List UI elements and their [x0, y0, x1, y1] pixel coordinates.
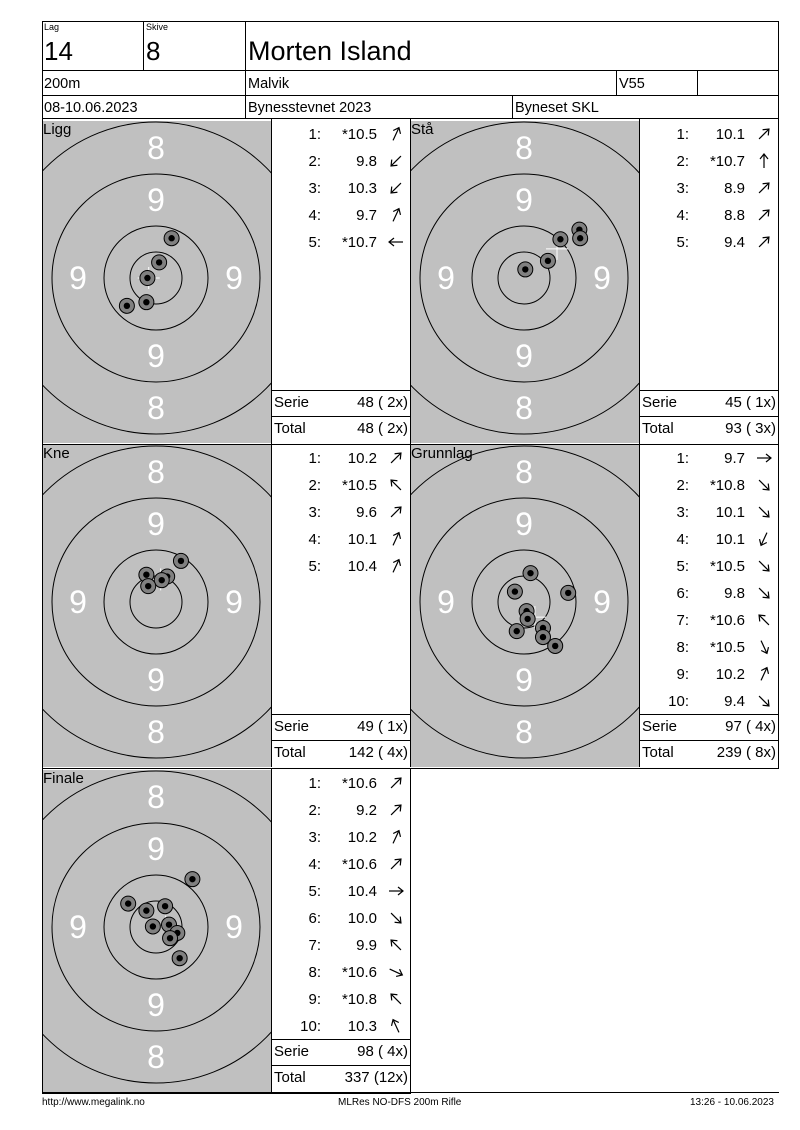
shot-score: 10.1 [715, 504, 745, 521]
shot-score: 10.1 [715, 531, 745, 548]
ring-number: 8 [147, 390, 165, 426]
shot-hit [158, 899, 173, 914]
ring-number: 9 [69, 260, 87, 296]
ring-number: 8 [515, 130, 533, 166]
shot-number: 3: [308, 180, 321, 197]
shot-direction-arrow-icon [755, 530, 773, 548]
shot-direction-arrow-icon [387, 476, 405, 494]
skive-label: Skive [146, 22, 169, 32]
shot-score: *10.6 [709, 612, 745, 629]
row-divider [42, 1093, 411, 1094]
shot-row [641, 607, 779, 634]
shot-direction-arrow-icon [387, 557, 405, 575]
target-grunnlag [411, 445, 639, 767]
shot-row [273, 202, 411, 229]
shot-row [273, 797, 411, 824]
shot-hit [140, 271, 155, 286]
shot-number: 10: [668, 693, 689, 710]
ring-number: 9 [515, 338, 533, 374]
total-row [273, 416, 408, 442]
target-face [43, 770, 271, 1092]
shot-row [641, 148, 779, 175]
ring-number: 8 [147, 779, 165, 815]
shot-hit [507, 584, 522, 599]
lag-value: 14 [44, 36, 73, 66]
shot-number: 2: [308, 802, 321, 819]
shot-hit [185, 872, 200, 887]
shot-row [641, 499, 779, 526]
target-face [43, 445, 271, 767]
shot-direction-arrow-icon [755, 665, 773, 683]
shot-score: *10.5 [341, 477, 377, 494]
serie-value: 49 ( 1x) [357, 718, 408, 735]
shot-row [641, 445, 779, 472]
shot-hit [518, 262, 533, 277]
shooter-name: Morten Island [248, 36, 412, 66]
ring-number: 9 [593, 584, 611, 620]
ring-number: 8 [147, 1039, 165, 1075]
ring-number: 9 [147, 662, 165, 698]
serie-label: Serie [274, 1043, 310, 1060]
shot-hit [139, 295, 154, 310]
shot-number: 3: [676, 504, 689, 521]
shot-number: 1: [676, 450, 689, 467]
shot-hit [154, 573, 169, 588]
event-name: Bynesstevnet 2023 [248, 100, 372, 116]
class: V55 [619, 76, 645, 92]
shot-number: 2: [676, 477, 689, 494]
shot-row [641, 202, 779, 229]
serie-value: 45 ( 1x) [725, 394, 776, 411]
shot-number: 3: [676, 180, 689, 197]
shot-score: 9.8 [356, 153, 377, 170]
shot-number: 9: [676, 666, 689, 683]
serie-row [273, 390, 408, 416]
shot-number: 9: [308, 991, 321, 1008]
ring-number: 9 [437, 584, 455, 620]
footer-software: MLRes NO-DFS 200m Rifle [338, 1097, 462, 1108]
shot-row [273, 1013, 411, 1040]
target-ring [104, 550, 208, 654]
shot-row [273, 175, 411, 202]
ring-number: 9 [437, 260, 455, 296]
target-kne [43, 445, 271, 767]
shot-row [273, 121, 411, 148]
footer-url[interactable]: http://www.megalink.no [42, 1097, 145, 1108]
shot-hit [173, 553, 188, 568]
shot-number: 4: [308, 531, 321, 548]
shot-score: 10.1 [347, 531, 377, 548]
serie-label: Serie [274, 718, 310, 735]
total-row [273, 740, 408, 766]
shot-number: 8: [308, 964, 321, 981]
shot-row [273, 986, 411, 1013]
total-value: 337 (12x) [344, 1069, 408, 1086]
shot-number: 8: [676, 639, 689, 656]
shot-direction-arrow-icon [387, 801, 405, 819]
shot-score: 9.4 [724, 693, 745, 710]
serie-value: 48 ( 2x) [357, 394, 408, 411]
shot-score: 10.3 [347, 180, 377, 197]
shot-number: 5: [676, 234, 689, 251]
total-value: 93 ( 3x) [725, 420, 776, 437]
target-ring [472, 550, 576, 654]
shot-hit [119, 298, 134, 313]
ring-number: 9 [147, 987, 165, 1023]
shot-direction-arrow-icon [755, 503, 773, 521]
shot-hit [553, 232, 568, 247]
shot-direction-arrow-icon [387, 449, 405, 467]
shot-direction-arrow-icon [755, 584, 773, 602]
shot-row [641, 688, 779, 715]
shot-number: 5: [308, 558, 321, 575]
serie-value: 97 ( 4x) [725, 718, 776, 735]
shot-direction-arrow-icon [755, 476, 773, 494]
ring-number: 9 [593, 260, 611, 296]
shot-direction-arrow-icon [387, 828, 405, 846]
shot-number: 5: [308, 234, 321, 251]
shot-row [641, 175, 779, 202]
shot-direction-arrow-icon [755, 125, 773, 143]
target-face [411, 121, 639, 443]
shot-row [273, 148, 411, 175]
shot-score: 9.6 [356, 504, 377, 521]
shot-score: *10.6 [341, 964, 377, 981]
total-label: Total [274, 744, 306, 761]
organizer: Byneset SKL [515, 100, 599, 116]
score-box-sta [641, 121, 779, 443]
shot-number: 4: [676, 207, 689, 224]
shot-hit [152, 255, 167, 270]
total-label: Total [274, 1069, 306, 1086]
shot-number: 6: [308, 910, 321, 927]
shot-hit [145, 919, 160, 934]
shot-score: *10.5 [709, 639, 745, 656]
shot-number: 5: [676, 558, 689, 575]
serie-row [273, 1039, 408, 1065]
skive-value: 8 [146, 36, 161, 66]
shot-direction-arrow-icon [755, 557, 773, 575]
shot-hit [561, 585, 576, 600]
serie-label: Serie [642, 394, 678, 411]
total-row [273, 1065, 408, 1091]
score-box-ligg [273, 121, 411, 443]
shot-number: 4: [308, 856, 321, 873]
shot-direction-arrow-icon [755, 638, 773, 656]
score-box-kne [273, 445, 411, 767]
total-value: 142 ( 4x) [348, 744, 408, 761]
shot-direction-arrow-icon [755, 152, 773, 170]
target-ligg [43, 121, 271, 443]
shot-direction-arrow-icon [755, 179, 773, 197]
shot-row [273, 959, 411, 986]
shot-score: 10.1 [715, 126, 745, 143]
shot-direction-arrow-icon [387, 990, 405, 1008]
shot-hit [139, 903, 154, 918]
shot-number: 3: [308, 829, 321, 846]
serie-label: Serie [274, 394, 310, 411]
serie-value: 98 ( 4x) [357, 1043, 408, 1060]
shot-row [273, 851, 411, 878]
ring-number: 8 [515, 714, 533, 750]
total-label: Total [642, 744, 674, 761]
shot-row [273, 499, 411, 526]
shot-row [641, 472, 779, 499]
shot-score: 8.8 [724, 207, 745, 224]
shot-direction-arrow-icon [387, 909, 405, 927]
shot-number: 2: [308, 477, 321, 494]
shot-row [641, 526, 779, 553]
shot-hit [520, 611, 535, 626]
score-box-grunnlag [641, 445, 779, 767]
ring-number: 9 [515, 506, 533, 542]
ring-number: 9 [515, 662, 533, 698]
shot-number: 7: [676, 612, 689, 629]
ring-number: 9 [147, 182, 165, 218]
serie-row [273, 714, 408, 740]
target-finale [43, 770, 271, 1092]
shot-number: 1: [308, 450, 321, 467]
shot-score: 9.2 [356, 802, 377, 819]
shot-score: *10.7 [709, 153, 745, 170]
shot-hit [164, 231, 179, 246]
shot-direction-arrow-icon [755, 692, 773, 710]
ring-number: 9 [147, 338, 165, 374]
shot-number: 2: [676, 153, 689, 170]
shot-number: 4: [676, 531, 689, 548]
shot-row [273, 905, 411, 932]
stage-title: Finale [43, 770, 84, 787]
shot-direction-arrow-icon [387, 936, 405, 954]
shot-hit [523, 566, 538, 581]
target-face [411, 445, 639, 767]
ring-number: 9 [225, 584, 243, 620]
shot-score: 9.9 [356, 937, 377, 954]
ring-number: 9 [225, 260, 243, 296]
lag-label: Lag [44, 22, 60, 32]
shot-direction-arrow-icon [387, 774, 405, 792]
total-label: Total [642, 420, 674, 437]
shot-score: 10.4 [347, 558, 377, 575]
shot-score: 10.4 [347, 883, 377, 900]
serie-label: Serie [642, 718, 678, 735]
shot-direction-arrow-icon [755, 206, 773, 224]
shot-direction-arrow-icon [387, 963, 405, 981]
total-value: 239 ( 8x) [716, 744, 776, 761]
shot-hit [573, 231, 588, 246]
ring-number: 9 [147, 506, 165, 542]
shot-score: 10.2 [347, 829, 377, 846]
shot-direction-arrow-icon [387, 206, 405, 224]
shot-score: 9.7 [724, 450, 745, 467]
shot-score: *10.8 [341, 991, 377, 1008]
shot-hit [141, 579, 156, 594]
serie-row [641, 714, 776, 740]
shot-direction-arrow-icon [755, 611, 773, 629]
shot-row [273, 878, 411, 905]
serie-row [641, 390, 776, 416]
shot-score: 10.3 [347, 1018, 377, 1035]
target-face [43, 121, 271, 443]
shot-score: *10.6 [341, 775, 377, 792]
total-row [641, 416, 776, 442]
shot-row [273, 932, 411, 959]
stage-title: Kne [43, 445, 70, 462]
shot-score: 9.4 [724, 234, 745, 251]
shot-row [273, 472, 411, 499]
shot-direction-arrow-icon [755, 233, 773, 251]
shot-row [641, 661, 779, 688]
shot-hit [172, 951, 187, 966]
shot-hit [121, 896, 136, 911]
shot-row [641, 229, 779, 256]
shot-number: 1: [676, 126, 689, 143]
shot-number: 2: [308, 153, 321, 170]
shot-direction-arrow-icon [387, 152, 405, 170]
shot-score: *10.8 [709, 477, 745, 494]
shot-direction-arrow-icon [387, 530, 405, 548]
shot-score: 10.0 [347, 910, 377, 927]
ring-number: 8 [147, 454, 165, 490]
shot-number: 1: [308, 126, 321, 143]
footer-timestamp: 13:26 - 10.06.2023 [690, 1097, 774, 1108]
shot-row [273, 553, 411, 580]
total-value: 48 ( 2x) [357, 420, 408, 437]
club: Malvik [248, 76, 290, 92]
shot-direction-arrow-icon [387, 882, 405, 900]
ring-number: 8 [147, 714, 165, 750]
shot-direction-arrow-icon [387, 233, 405, 251]
shot-number: 3: [308, 504, 321, 521]
shot-hit [540, 253, 555, 268]
shot-hit [163, 931, 178, 946]
shot-row [273, 526, 411, 553]
shot-direction-arrow-icon [387, 125, 405, 143]
shot-number: 4: [308, 207, 321, 224]
shot-score: 8.9 [724, 180, 745, 197]
shot-number: 10: [300, 1018, 321, 1035]
event-dates: 08-10.06.2023 [44, 100, 138, 116]
shot-score: *10.6 [341, 856, 377, 873]
shot-row [641, 634, 779, 661]
shot-score: 9.7 [356, 207, 377, 224]
shot-row [273, 229, 411, 256]
shot-direction-arrow-icon [387, 855, 405, 873]
shot-direction-arrow-icon [387, 1017, 405, 1035]
target-sta [411, 121, 639, 443]
ring-number: 9 [69, 909, 87, 945]
shot-number: 1: [308, 775, 321, 792]
shot-row [273, 445, 411, 472]
shot-row [641, 121, 779, 148]
footer-divider [42, 1092, 779, 1093]
shot-number: 5: [308, 883, 321, 900]
shot-score: *10.5 [709, 558, 745, 575]
shot-direction-arrow-icon [755, 449, 773, 467]
ring-number: 8 [147, 130, 165, 166]
ring-number: 9 [225, 909, 243, 945]
shot-row [641, 553, 779, 580]
shot-row [273, 770, 411, 797]
shot-score: 9.8 [724, 585, 745, 602]
stage-title: Stå [411, 121, 434, 138]
shot-score: 10.2 [715, 666, 745, 683]
shot-number: 6: [676, 585, 689, 602]
ring-number: 9 [69, 584, 87, 620]
ring-number: 8 [515, 390, 533, 426]
shot-score: *10.7 [341, 234, 377, 251]
shot-number: 7: [308, 937, 321, 954]
stage-title: Ligg [43, 121, 72, 138]
ring-number: 8 [515, 454, 533, 490]
shot-score: *10.5 [341, 126, 377, 143]
total-row [641, 740, 776, 766]
shot-row [273, 824, 411, 851]
shot-direction-arrow-icon [387, 503, 405, 521]
ring-number: 9 [147, 831, 165, 867]
shot-hit [548, 638, 563, 653]
stage-title: Grunnlag [411, 445, 473, 462]
ring-number: 9 [515, 182, 533, 218]
shot-score: 10.2 [347, 450, 377, 467]
distance: 200m [44, 76, 81, 92]
total-label: Total [274, 420, 306, 437]
shot-hit [509, 624, 524, 639]
shot-direction-arrow-icon [387, 179, 405, 197]
score-box-finale [273, 770, 411, 1092]
shot-row [641, 580, 779, 607]
